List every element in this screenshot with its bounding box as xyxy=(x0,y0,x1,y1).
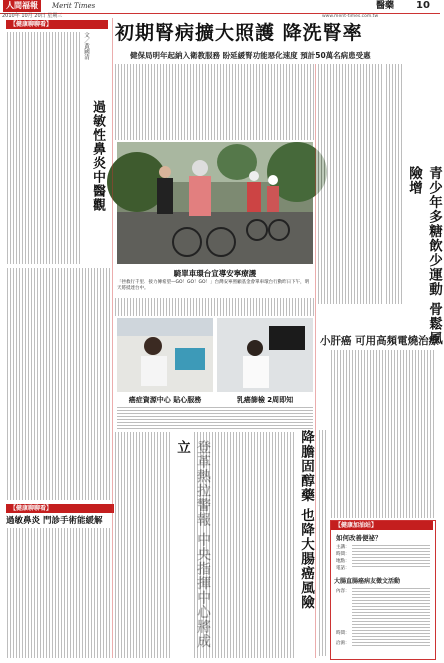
teen-bone-article-title: 青少年多糖飲少運動 骨鬆風險增 xyxy=(406,166,442,346)
photo-breast-screening xyxy=(217,318,313,392)
column-divider-right xyxy=(315,64,316,658)
column-divider-left xyxy=(112,18,113,658)
dengue-article-body-2 xyxy=(194,432,294,658)
cholesterol-article-title: 降膽固醇藥 也降大腸癌風險 xyxy=(298,430,314,610)
info-box-details-1 xyxy=(352,545,430,569)
left-article-body-2 xyxy=(6,268,110,500)
subheadline: 健保局明年起納入衛教服務 盼延緩腎功能惡化速度 預計50萬名病患受惠 xyxy=(130,51,371,60)
info-time-label: 時間： xyxy=(336,552,350,557)
main-photo-caption-text: 「拯救行千里．接力傳希望—GO！GO！GO！」台灣安寧照顧基金會單車環台行動昨日下午，明天將抵達台中。 xyxy=(117,280,310,291)
main-photo-cyclists xyxy=(117,142,313,264)
photo-breast-screening-caption: 乳癌篩檢 2周即知 xyxy=(236,396,294,404)
dengue-article-body xyxy=(114,432,170,658)
left-bottom-body xyxy=(6,528,110,658)
info-box-details-2 xyxy=(352,588,430,648)
right-top-body-2 xyxy=(386,64,402,304)
info-event-title: 大腸直腸癌病友徵文活動 xyxy=(334,578,401,585)
center-mid-body xyxy=(114,298,314,316)
info-box-question: 如何改善便祕？ xyxy=(336,534,382,542)
website-url: www.merit-times.com.tw xyxy=(322,14,379,19)
info-box-bar: 【健康加油站】 xyxy=(331,521,433,530)
liver-article-title: 小肝癌 可用高頻電燒治療 xyxy=(320,335,440,347)
info-speaker-label: 主講： xyxy=(336,545,350,550)
left-article-body-1 xyxy=(6,32,80,264)
left-section-bar: 【健康聊聊看】 xyxy=(6,20,108,29)
dengue-article-title: 立 xyxy=(174,440,190,455)
brand-name: Merit Times xyxy=(52,2,96,10)
issue-date: 2010年 10月 20日 星期三 xyxy=(2,13,63,19)
photo-cancer-center-caption: 癌症資源中心 貼心服務 xyxy=(128,396,202,404)
info-contact-label: 洽詢： xyxy=(336,641,350,646)
left-article-title: 過敏性鼻炎中醫觀 xyxy=(90,100,105,212)
info-period-label: 時間： xyxy=(336,631,350,636)
info-content-label: 內容： xyxy=(336,589,350,594)
page-number: 10 xyxy=(416,0,430,11)
lead-article-body xyxy=(114,64,314,140)
left-bottom-section-bar: 【健康聊聊看】 xyxy=(6,504,114,513)
cholesterol-article-body xyxy=(318,430,326,656)
headline: 初期腎病擴大照護 降洗腎率 xyxy=(115,22,363,44)
photo-cancer-center xyxy=(117,318,213,392)
liver-article-body xyxy=(330,350,434,518)
main-photo-caption-title: 騎單車環台宣導安寧療護 xyxy=(173,269,257,278)
left-author: 文／黃國清 xyxy=(83,32,89,60)
info-place-label: 地點： xyxy=(336,559,350,564)
left-bottom-title: 過敏鼻炎 門診手術能緩解 xyxy=(6,516,103,526)
right-top-body-1 xyxy=(316,64,382,304)
info-phone-label: 電話： xyxy=(336,566,350,571)
section-name: 醫藥 xyxy=(376,1,395,11)
newspaper-logo: 人間福報 xyxy=(3,0,41,12)
lower-photos-caption-body xyxy=(117,407,313,429)
